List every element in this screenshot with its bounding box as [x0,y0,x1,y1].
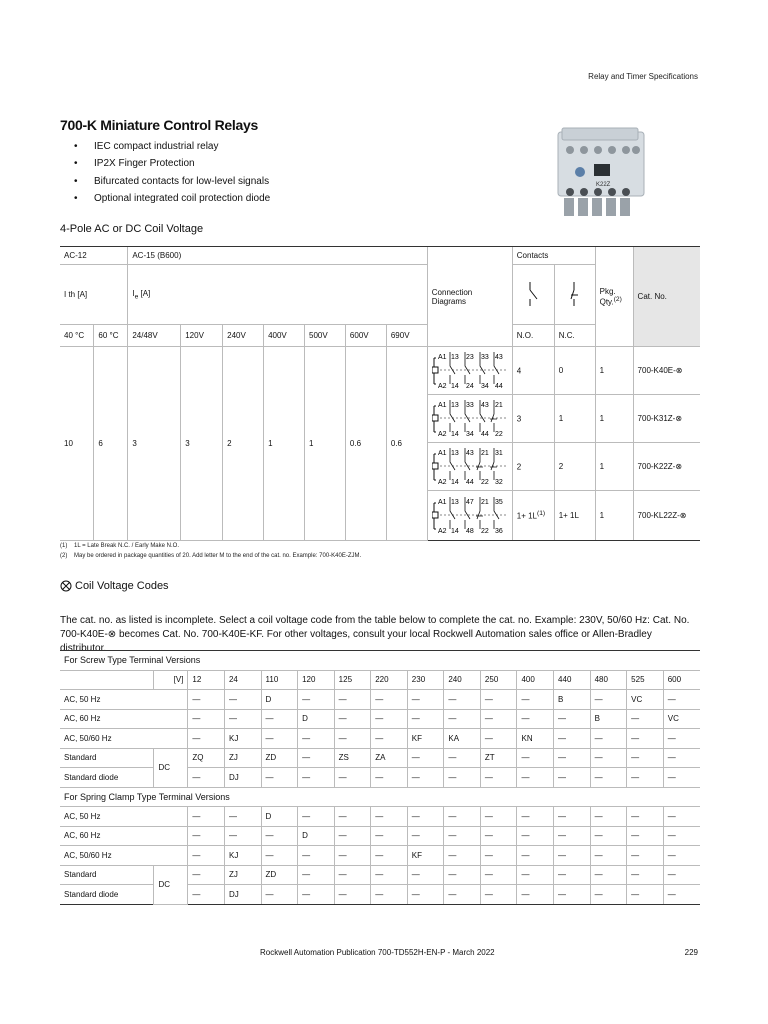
voltage-code: — [298,807,335,827]
voltage-code: — [371,709,408,729]
voltage-code: — [188,826,225,846]
voltage-code: — [663,826,700,846]
voltage-code: D [298,826,335,846]
voltage-code: KA [444,729,481,749]
connection-diagram [427,443,512,491]
voltage-code: — [407,709,444,729]
voltage-code: — [334,690,371,710]
no-count: 3 [512,395,554,443]
terminal-label: 14 [450,527,459,535]
voltage-code: — [334,807,371,827]
voltage-code: — [480,729,517,749]
voltage-code: — [298,846,335,866]
voltage-code: — [554,807,591,827]
voltage-code: — [261,826,298,846]
voltage-code: — [407,826,444,846]
voltage-code: — [188,709,225,729]
voltage-code: — [371,846,408,866]
terminal-label: 44 [494,382,503,390]
voltage-code: VC [663,709,700,729]
voltage-code: KJ [224,729,261,749]
voltage-code: — [224,807,261,827]
cat-no: 700-K40E-⊗ [633,347,700,395]
terminal-label: 34 [465,430,474,438]
connection-diagram [427,491,512,541]
nc-header: N.C. [554,325,595,347]
voltage-code: — [261,768,298,788]
voltage-code: — [407,748,444,768]
volt-col: 600V [345,325,386,347]
voltage-code: — [261,709,298,729]
voltage-code: — [298,885,335,905]
no-header: N.O. [512,325,554,347]
terminal-label: 31 [494,449,503,457]
terminal-label: 23 [465,353,474,361]
cat-no: 700-K22Z-⊗ [633,443,700,491]
row-label: Standard diode [60,885,154,905]
terminal-label: A1 [437,498,447,506]
voltage-code: — [444,807,481,827]
no-count: 2 [512,443,554,491]
voltage-code: — [298,865,335,885]
table-row [60,807,700,827]
voltage-code: — [627,729,664,749]
table-row [60,347,700,395]
voltage-code: ZQ [188,748,225,768]
voltage-code: — [627,846,664,866]
voltage-code: — [554,768,591,788]
voltage-code: — [188,807,225,827]
terminal-label: 22 [480,478,489,486]
voltage-code: ZA [371,748,408,768]
relay-spec-table [60,246,700,541]
volt-col: 240V [223,325,264,347]
voltage-code: — [590,729,627,749]
voltage-code: VC [627,690,664,710]
terminal-label: 33 [465,401,474,409]
voltage-code: — [371,690,408,710]
voltage-code: KF [407,729,444,749]
feature-item: • Optional integrated coil protection diode [74,192,270,209]
terminal-label: 43 [494,353,503,361]
feature-item: • IP2X Finger Protection [74,157,270,174]
terminal-label: 22 [494,430,503,438]
voltage-header: 400 [517,670,554,690]
voltage-code: — [261,729,298,749]
pkg-qty-header: Pkg. Qty.$^{(2)}$ [595,247,633,347]
voltage-code: — [371,729,408,749]
voltage-code: — [298,729,335,749]
voltage-code: — [334,846,371,866]
no-contact-symbol [512,265,554,325]
terminal-label: 21 [480,498,489,506]
ith-40-value: 10 [60,347,94,541]
row-label: AC, 50/60 Hz [60,729,188,749]
voltage-code: — [298,768,335,788]
terminal-label: 13 [450,498,459,506]
cat-no: 700-KL22Z-⊗ [633,491,700,541]
voltage-code: — [444,709,481,729]
voltage-code: — [224,826,261,846]
voltage-code: — [554,748,591,768]
page-title: 700-K Miniature Control Relays [60,117,258,133]
ac12-header: AC-12 [60,247,128,265]
dc-label: DC [154,865,188,904]
unit-label: [V] [154,670,188,690]
terminal-label: 13 [450,401,459,409]
terminal-label: 44 [465,478,474,486]
voltage-header: 240 [444,670,481,690]
voltage-code: — [407,690,444,710]
voltage-code: — [663,729,700,749]
voltage-code: — [444,826,481,846]
voltage-code: — [334,768,371,788]
table-section-title: For Screw Type Terminal Versions [60,651,700,671]
pkg-qty: 1 [595,443,633,491]
ie-value: 1 [264,347,305,541]
relay-image-label: K22Z [596,182,611,188]
voltage-header: 12 [188,670,225,690]
terminal-label: 14 [450,478,459,486]
voltage-code: DJ [224,885,261,905]
voltage-code: — [334,865,371,885]
nc-count: 1 [554,395,595,443]
connection-diagram [427,395,512,443]
cat-no-header: Cat. No. [633,247,700,347]
voltage-code: — [444,748,481,768]
voltage-code: — [444,690,481,710]
voltage-code: — [627,807,664,827]
row-label: AC, 60 Hz [60,826,188,846]
nc-count: 2 [554,443,595,491]
voltage-code: — [627,768,664,788]
circle-x-icon [60,580,72,592]
ie-value: 0.6 [345,347,386,541]
relay-product-image [556,126,646,218]
voltage-code: ZS [334,748,371,768]
voltage-code: — [663,690,700,710]
voltage-code: — [444,846,481,866]
voltage-code: — [371,865,408,885]
table-section-row [60,651,700,671]
voltage-code: — [517,807,554,827]
normally-closed-icon [568,281,582,307]
voltage-code: — [663,748,700,768]
voltage-header: 600 [663,670,700,690]
ie-value: 2 [223,347,264,541]
voltage-code: — [627,748,664,768]
voltage-code: B [590,709,627,729]
row-label: Standard [60,748,154,768]
terminal-label: A2 [437,478,447,486]
table-row [60,690,700,710]
table-row [60,846,700,866]
terminal-label: A1 [437,401,447,409]
voltage-code: — [480,865,517,885]
voltage-code: B [554,690,591,710]
voltage-code: — [627,865,664,885]
row-label: Standard diode [60,768,154,788]
voltage-code: — [554,729,591,749]
terminal-label: 14 [450,382,459,390]
running-head: Relay and Timer Specifications [588,72,698,81]
voltage-code: — [334,709,371,729]
voltage-code: — [188,690,225,710]
voltage-code: — [298,690,335,710]
voltage-code: — [298,748,335,768]
voltage-code: — [590,748,627,768]
table-section-row [60,787,700,807]
voltage-code: D [261,807,298,827]
terminal-label: 47 [465,498,474,506]
voltage-code: — [371,807,408,827]
terminal-label: 35 [494,498,503,506]
voltage-code: ZJ [224,748,261,768]
voltage-header: 24 [224,670,261,690]
pkg-qty: 1 [595,347,633,395]
voltage-code: — [663,846,700,866]
voltage-code: — [590,865,627,885]
voltage-code: — [517,709,554,729]
temp-col-60: 60 °C [94,325,128,347]
voltage-header: 125 [334,670,371,690]
voltage-code: — [554,709,591,729]
voltage-code: — [407,768,444,788]
no-count: $1+ 1L^{(1)}$ [512,491,554,541]
connection-diagrams-header: Connection Diagrams [427,247,512,347]
feature-list [74,140,270,209]
voltage-code: — [517,690,554,710]
voltage-code: ZD [261,865,298,885]
ie-value: 1 [305,347,346,541]
voltage-code: — [371,826,408,846]
voltage-code: — [590,846,627,866]
voltage-code: — [224,709,261,729]
section-subheading: 4-Pole AC or DC Coil Voltage [60,223,204,235]
contacts-header: Contacts [512,247,595,265]
terminal-label: 33 [480,353,489,361]
ith-header: I th [A] [60,265,128,325]
voltage-header: 440 [554,670,591,690]
volt-col: 400V [264,325,305,347]
terminal-label: 36 [494,527,503,535]
temp-col-40: 40 °C [60,325,94,347]
terminal-label: 43 [465,449,474,457]
voltage-code: — [188,768,225,788]
voltage-code: — [188,846,225,866]
voltage-header: 480 [590,670,627,690]
voltage-code: — [554,826,591,846]
voltage-code: — [663,807,700,827]
voltage-code: DJ [224,768,261,788]
terminal-label: 13 [450,353,459,361]
voltage-code: — [480,768,517,788]
terminal-label: A1 [437,353,447,361]
voltage-code: — [407,807,444,827]
terminal-label: 44 [480,430,489,438]
coil-codes-paragraph: The cat. no. as listed is incomplete. Select a coil voltage code from the table below to complete the cat. no. Example: 230V, 50/60 Hz: Cat. No. 700-K40E-⊗ becomes Cat. No. 700-K40E-KF. For other voltages, consult your local Rockwell Automation sales office or Allen-Bradley distributor. [60,615,690,654]
terminal-label: A2 [437,382,447,390]
voltage-header: 220 [371,670,408,690]
voltage-code: — [554,865,591,885]
voltage-code: — [261,885,298,905]
voltage-code: — [627,826,664,846]
voltage-code: — [188,729,225,749]
voltage-code: — [224,690,261,710]
terminal-label: 48 [465,527,474,535]
voltage-code: — [480,709,517,729]
voltage-code: — [554,885,591,905]
voltage-code: — [517,748,554,768]
row-label: AC, 60 Hz [60,709,188,729]
voltage-header: 230 [407,670,444,690]
voltage-code: — [517,826,554,846]
blank-cell [60,670,154,690]
terminal-label: 32 [494,478,503,486]
terminal-label: 24 [465,382,474,390]
voltage-code: D [261,690,298,710]
voltage-code: — [444,865,481,885]
voltage-code: — [627,709,664,729]
terminal-label: 22 [480,527,489,535]
voltage-code: KN [517,729,554,749]
row-label: AC, 50 Hz [60,807,188,827]
table-row [60,826,700,846]
voltage-header: 250 [480,670,517,690]
terminal-label: A2 [437,527,447,535]
voltage-code: — [663,885,700,905]
table-section-title: For Spring Clamp Type Terminal Versions [60,787,700,807]
ie-value: 3 [128,347,181,541]
coil-codes-heading: Coil Voltage Codes [60,580,169,592]
voltage-header-row [60,670,700,690]
voltage-code: — [517,885,554,905]
volt-col: 500V [305,325,346,347]
voltage-code: — [480,807,517,827]
voltage-code: KF [407,846,444,866]
ith-60-value: 6 [94,347,128,541]
voltage-code: — [590,690,627,710]
no-count: 4 [512,347,554,395]
voltage-code: — [334,885,371,905]
volt-col: 24/48V [128,325,181,347]
ie-value: 0.6 [386,347,427,541]
row-label: Standard [60,865,154,885]
nc-contact-symbol [554,265,595,325]
voltage-code: ZJ [224,865,261,885]
cat-no: 700-K31Z-⊗ [633,395,700,443]
voltage-code: — [517,865,554,885]
voltage-header: 525 [627,670,664,690]
voltage-code: — [590,768,627,788]
voltage-code: — [261,846,298,866]
voltage-header: 120 [298,670,335,690]
terminal-label: A2 [437,430,447,438]
voltage-code: — [371,885,408,905]
voltage-header: 110 [261,670,298,690]
nc-count: 1+ 1L [554,491,595,541]
normally-open-icon [526,281,540,307]
voltage-code: D [298,709,335,729]
dc-label: DC [154,748,188,787]
volt-col: 690V [386,325,427,347]
voltage-code: — [334,729,371,749]
footnote: (1) 1L = Late Break N.C. / Early Make N.O. [60,543,179,549]
voltage-code: — [480,846,517,866]
terminal-label: 14 [450,430,459,438]
ac15-header: AC-15 (B600) [128,247,427,265]
voltage-code: — [554,846,591,866]
voltage-code: ZT [480,748,517,768]
voltage-code: — [334,826,371,846]
coil-voltage-table [60,650,700,905]
voltage-code: — [627,885,664,905]
voltage-code: — [590,826,627,846]
voltage-code: ZD [261,748,298,768]
page-number: 229 [684,948,698,957]
voltage-code: — [590,885,627,905]
terminal-label: 13 [450,449,459,457]
terminal-label: A1 [437,449,447,457]
pkg-qty: 1 [595,395,633,443]
footnote: (2) May be ordered in package quantities of 20. Add letter M to the end of the cat. no. Example: 700-K40E-ZJM. [60,553,362,559]
terminal-label: 21 [494,401,503,409]
table-row [60,709,700,729]
voltage-code: — [663,865,700,885]
voltage-code: — [517,846,554,866]
voltage-code: — [407,885,444,905]
feature-item: • Bifurcated contacts for low-level signals [74,175,270,192]
voltage-code: — [480,826,517,846]
connection-diagram [427,347,512,395]
voltage-code: — [407,865,444,885]
table-row [60,748,700,768]
terminal-label: 21 [480,449,489,457]
table-row [60,865,700,885]
volt-col: 120V [181,325,223,347]
ie-header: $I_e$ [A] [128,265,427,325]
terminal-label: 34 [480,382,489,390]
voltage-code: — [590,807,627,827]
nc-count: 0 [554,347,595,395]
voltage-code: — [663,768,700,788]
footer-publication: Rockwell Automation Publication 700-TD552H-EN-P - March 2022 [260,948,495,957]
voltage-code: — [517,768,554,788]
feature-item: • IEC compact industrial relay [74,140,270,157]
terminal-label: 43 [480,401,489,409]
pkg-qty: 1 [595,491,633,541]
ie-value: 3 [181,347,223,541]
voltage-code: KJ [224,846,261,866]
voltage-code: — [188,885,225,905]
voltage-code: — [444,885,481,905]
voltage-code: — [480,885,517,905]
voltage-code: — [480,690,517,710]
row-label: AC, 50/60 Hz [60,846,188,866]
voltage-code: — [371,768,408,788]
table-row [60,729,700,749]
voltage-code: — [444,768,481,788]
voltage-code: — [188,865,225,885]
row-label: AC, 50 Hz [60,690,188,710]
